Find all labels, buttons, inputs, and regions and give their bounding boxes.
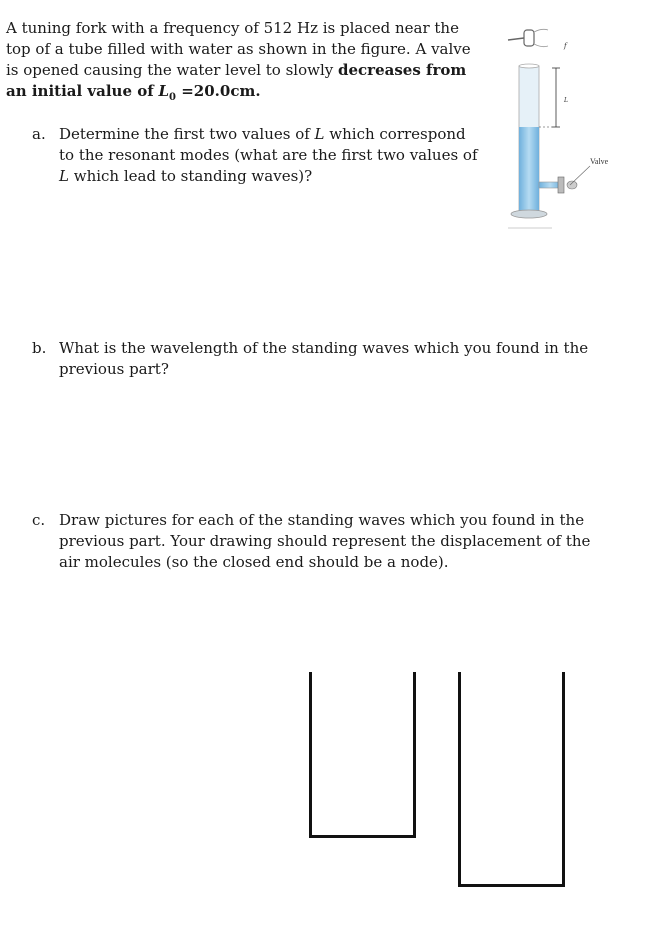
valve-label: Valve — [590, 157, 609, 166]
question-b-marker: b. — [32, 339, 47, 357]
intro-emphasis: decreases from an initial value of — [6, 61, 467, 100]
question-b — [32, 338, 592, 380]
question-c-text: Draw pictures for each of the standing waves which you found in the previous part. Your drawing should represent the displacement of the air molecules (so the closed end should be a node). — [59, 511, 591, 571]
question-a-text-1: Determine the first two values of — [59, 125, 315, 143]
length-marker-icon — [539, 68, 560, 127]
question-b-text: What is the wavelength of the standing waves which you found in the previous part? — [59, 339, 589, 378]
question-a-var-1: L — [314, 125, 325, 143]
question-a-text-3: which lead to standing waves)? — [68, 167, 313, 185]
question-c-marker: c. — [32, 511, 46, 529]
question-a-marker: a. — [32, 125, 46, 143]
question-c — [32, 510, 592, 573]
resonance-tube-figure — [490, 14, 630, 239]
glass-tube-icon — [511, 64, 547, 218]
tuning-fork-icon — [508, 29, 548, 46]
question-a — [32, 124, 482, 187]
fork-label: f — [564, 42, 567, 50]
drawing-tube-2[interactable] — [458, 672, 565, 887]
problem-intro — [6, 18, 486, 108]
valve-icon — [539, 166, 590, 193]
intro-text: A tuning fork with a frequency of 512 Hz is placed near the top of a tube filled with water as shown in the figure. A valve is opened causing the water level to slowly — [6, 19, 471, 79]
drawing-tube-1[interactable] — [309, 672, 416, 838]
var-L0: L — [158, 82, 170, 100]
initial-value: =20.0cm. — [181, 82, 261, 100]
question-a-text-2: which correspond to the resonant modes (what are the first two values of — [59, 125, 478, 164]
question-a-var-2: L — [59, 167, 69, 185]
length-label: L — [564, 97, 568, 104]
var-L0-subscript: 0 — [169, 92, 176, 103]
